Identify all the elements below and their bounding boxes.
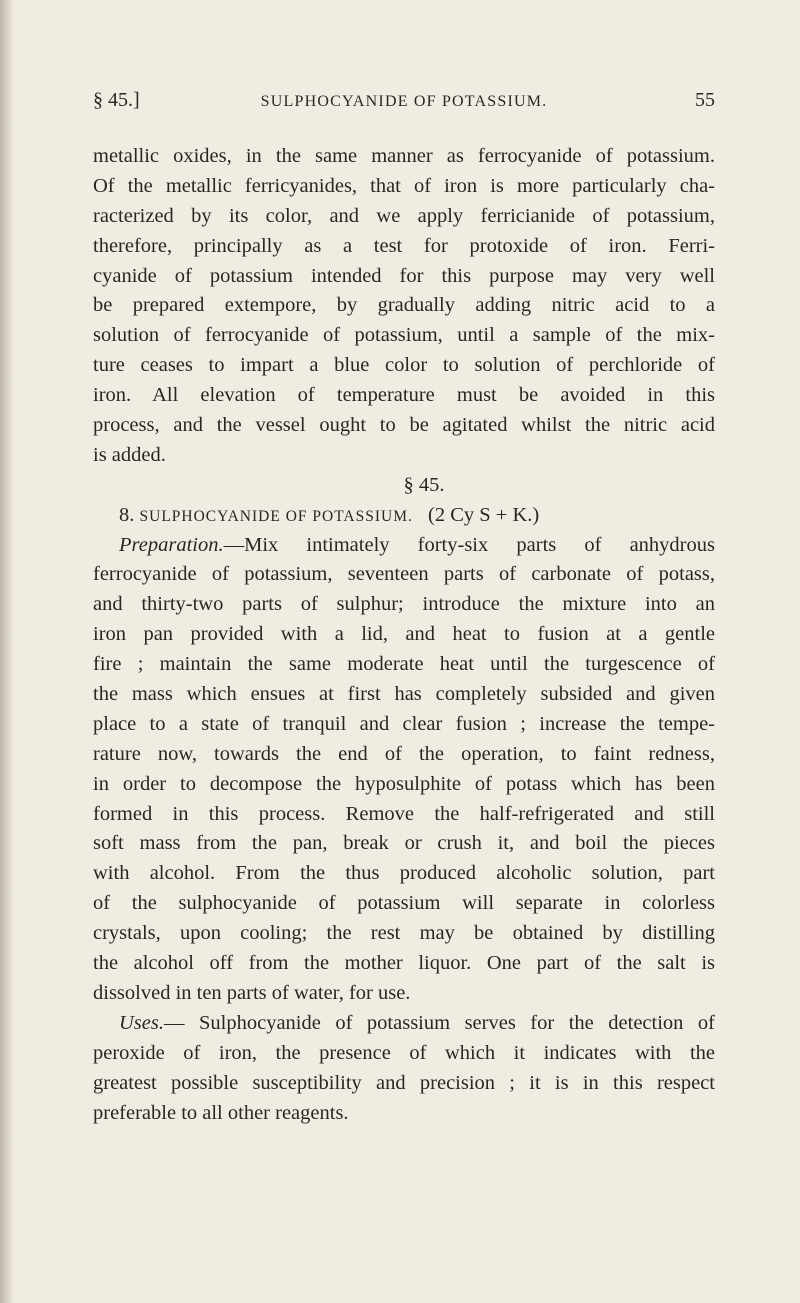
text-line: iron pan provided with a lid, and heat to fusion at a gentle xyxy=(93,623,715,646)
text-line: the alcohol off from the mother liquor. One part of the salt is xyxy=(93,952,715,975)
text-line: fire ; maintain the same moderate heat until the turgescence of xyxy=(93,653,715,676)
text-line: peroxide of iron, the presence of which it indicates with the xyxy=(93,1041,715,1064)
text-line: be prepared extempore, by gradually adding nitric acid to a xyxy=(93,294,715,317)
text-line: process, and the vessel ought to be agitated whilst the nitric acid xyxy=(93,414,715,437)
preparation-first-line: —Mix intimately forty-six parts of anhydrous xyxy=(223,533,715,556)
text-line: ferrocyanide of potassium, seventeen parts of carbonate of potass, xyxy=(93,563,715,586)
uses-first-line: — Sulphocyanide of potassium serves for the detection of xyxy=(163,1011,715,1034)
text-line: rature now, towards the end of the operation, to faint redness, xyxy=(93,742,715,765)
text-line: ture ceases to impart a blue color to solution of perchloride of xyxy=(93,354,715,377)
text-line: racterized by its color, and we apply ferricianide of potassium, xyxy=(93,204,715,227)
text-line: dissolved in ten parts of water, for use. xyxy=(93,981,411,1004)
text-line: of the sulphocyanide of potassium will separate in colorless xyxy=(93,892,715,915)
text-line: solution of ferrocyanide of potassium, until a sample of the mix- xyxy=(93,324,715,347)
text-line: cyanide of potassium intended for this purpose may very well xyxy=(93,264,715,287)
running-head xyxy=(93,89,715,115)
heading-title: SULPHOCYANIDE OF POTASSIUM. xyxy=(139,507,413,525)
text-line: is added. xyxy=(93,443,166,466)
text-line: the mass which ensues at first has completely subsided and given xyxy=(93,683,715,706)
body-text xyxy=(93,142,715,1128)
text-line: metallic oxides, in the same manner as ferrocyanide of potassium. xyxy=(93,145,715,167)
text-line: in order to decompose the hyposulphite of potass which has been xyxy=(93,772,715,795)
text-line: therefore, principally as a test for protoxide of iron. Ferri- xyxy=(93,234,715,257)
section-mark: § 45. xyxy=(403,473,445,496)
text-line: crystals, upon cooling; the rest may be obtained by distilling xyxy=(93,922,715,945)
text-line: with alcohol. From the thus produced alcoholic solution, part xyxy=(93,862,715,885)
text-line xyxy=(93,1009,715,1039)
heading-number: 8. xyxy=(119,503,135,526)
chemical-formula: (2 Cy S + K.) xyxy=(428,503,540,526)
text-line: preferable to all other reagents. xyxy=(93,1101,349,1124)
text-line: place to a state of tranquil and clear fusion ; increase the tempe- xyxy=(93,712,715,735)
text-line: formed in this process. Remove the half-refrigerated and still xyxy=(93,802,715,825)
text-line: greatest possible susceptibility and precision ; it is in this respect xyxy=(93,1071,715,1094)
uses-label: Uses. xyxy=(119,1011,164,1034)
running-head-title: SULPHOCYANIDE OF POTASSIUM. xyxy=(260,93,548,110)
text-line: and thirty-two parts of sulphur; introduce the mixture into an xyxy=(93,593,715,616)
text-line xyxy=(93,531,715,561)
text-line: iron. All elevation of temperature must be avoided in this xyxy=(93,384,715,407)
binding-shadow xyxy=(0,0,14,1303)
text-line: soft mass from the pan, break or crush it, and boil the pieces xyxy=(93,832,715,855)
running-head-section: § 45.] xyxy=(93,89,140,111)
section-heading xyxy=(93,501,715,531)
text-line: Of the metallic ferricyanides, that of iron is more particularly cha- xyxy=(93,174,715,197)
page-number: 55 xyxy=(695,89,715,111)
preparation-label: Preparation. xyxy=(119,533,224,556)
